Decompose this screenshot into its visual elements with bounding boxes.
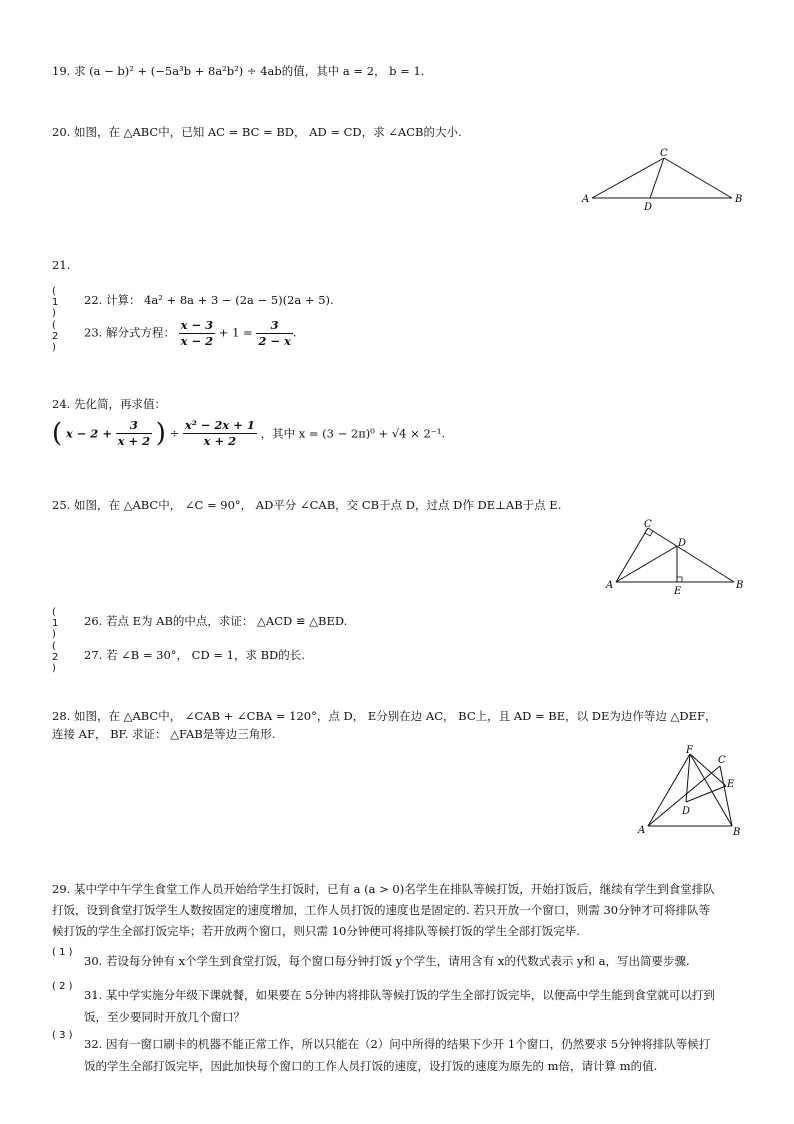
part-tag: ( 2 ) xyxy=(52,320,59,353)
part-tag: ( 1 ) xyxy=(52,607,59,640)
fig-label-c: C xyxy=(718,755,726,766)
question-29-part-2: 31. 某中学实施分年级下课就餐，如果要在 5分钟内将排队等候打饭的学生全部打饭完毕，以便高中学生能到食堂就可以打到 饭，至少要同时开放几个窗口？ xyxy=(84,988,715,1024)
part-text: 23. 解分式方程： xyxy=(84,325,175,340)
question-21: 21. xyxy=(52,258,71,272)
fig-label-b: B xyxy=(736,580,744,591)
question-28-line-2: 连接 AF， BF. 求证： △FAB是等边三角形. xyxy=(52,727,276,741)
fraction: $\frac{x - 3}{x - 2}$ xyxy=(180,318,214,348)
question-25: 25. 如图，在 △ABC中， ∠C = 90°， AD平分 ∠CAB，交 CB于点 D，过点 D作 DE⊥AB于点 E. xyxy=(52,498,562,512)
fraction: $\frac{3}{2 - x}$ xyxy=(258,318,291,348)
fraction: $\frac{\text{x² − 2x + 1}}{x + 2}$ xyxy=(184,418,255,448)
fig-label-c: C xyxy=(644,519,652,530)
fig-label-c: C xyxy=(660,148,668,159)
part-text: 26. 若点 E为 AB的中点，求证： △ACD ≌ △BED. xyxy=(84,614,348,628)
fraction: $\frac{3}{x + 2}$ xyxy=(117,418,151,448)
fig-label-d: D xyxy=(678,538,687,549)
fig-label-d: D xyxy=(682,806,691,817)
part-text: 27. 若 ∠B = 30°， CD = 1，求 BD的长. xyxy=(84,648,305,662)
part-tag: ( 2 ) xyxy=(52,981,73,992)
triangle-figure-q28 xyxy=(636,744,748,840)
fig-label-a: A xyxy=(606,580,614,591)
fig-label-a: A xyxy=(582,194,590,205)
question-29-part-3: 32. 因有一窗口刷卡的机器不能正常工作，所以只能在（2）问中所得的结果下少开 1个窗口，仍然要求 5分钟将排队等候打 饭的学生全部打饭完毕，因此加快每个窗口的工作人员打饭的速度，设打饭的速度为原先的 m倍，请计算 m的值. xyxy=(84,1037,711,1073)
triangle-figure-q25 xyxy=(604,516,754,596)
question-19: 19. 求 (a − b)² + (−5a³b + 8a²b²) ÷ 4ab的值，其中 a = 2， b = 1. xyxy=(52,64,425,78)
fig-label-b: B xyxy=(735,194,743,205)
fig-label-e: E xyxy=(674,586,682,596)
part-tag: ( 2 ) xyxy=(52,641,59,674)
triangle-figure-q20 xyxy=(580,146,750,214)
question-24-expression: ( x − 2 + $\frac{3}{x + 2}$ ) ÷ $\frac{\text{x² − 2x + 1}}{x + 2}$ ，其中 x = (3 − 2π)⁰ + √4 × 2⁻¹. xyxy=(52,418,446,449)
question-20: 20. 如图，在 △ABC中，已知 AC = BC = BD， AD = CD，求 ∠ACB的大小. xyxy=(52,125,462,139)
fig-label-d: D xyxy=(644,202,653,213)
question-28-line-1: 28. 如图，在 △ABC中， ∠CAB + ∠CBA = 120°，点 D， E分别在边 AC， BC上，且 AD = BE，以 DE为边作等边 △DEF， xyxy=(52,709,717,723)
part-tag: ( 1 ) xyxy=(52,947,73,958)
question-24: 24. 先化简，再求值： xyxy=(52,397,166,411)
fig-label-e: E xyxy=(727,779,735,790)
part-text: 22. 计算： 4a² + 8a + 3 − (2a − 5)(2a + 5). xyxy=(84,293,334,307)
fig-label-a: A xyxy=(638,825,646,836)
fig-label-f: F xyxy=(686,745,693,756)
part-tag: ( 1 ) xyxy=(52,286,59,319)
part-tag: ( 3 ) xyxy=(52,1030,73,1041)
question-29-part-1: 30. 若设每分钟有 x个学生到食堂打饭，每个窗口每分钟打饭 y个学生，请用含有 x的代数式表示 y和 a，写出简要步骤. xyxy=(84,954,690,968)
fig-label-b: B xyxy=(733,827,741,838)
question-29: 29. 某中学中午学生食堂工作人员开始给学生打饭时，已有 a (a > 0)名学生在排队等候打饭，开始打饭后，继续有学生到食堂排队 打饭，设到食堂打饭学生人数按固定的速度增加，工作人员打饭的速度也是固定的. 若只开放一个窗口，则需 30分钟才可将排队等 候打饭的学生全部打饭完毕；若开放两个窗口，则只需 10分钟便可将排队等候打饭的学生全部打饭完毕. xyxy=(52,882,715,938)
